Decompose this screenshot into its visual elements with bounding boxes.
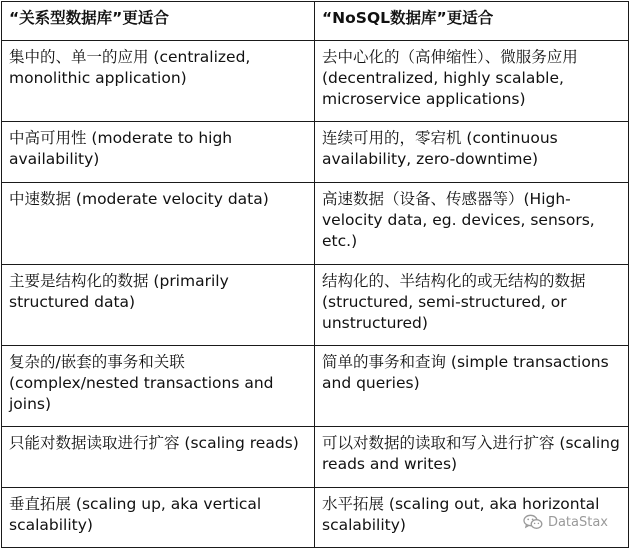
comparison-table [1, 1, 629, 548]
cell-relational: 集中的、单一的应用 (centralized, monolithic application) [2, 41, 315, 122]
cell-relational: 中高可用性 (moderate to high availability) [2, 122, 315, 183]
wechat-icon [523, 514, 543, 530]
cell-relational: 主要是结构化的数据 (primarily structured data) [2, 265, 315, 346]
cell-nosql: 连续可用的，零宕机 (continuous availability, zero-downtime) [315, 122, 629, 183]
cell-nosql: 去中心化的（高伸缩性）、微服务应用 (decentralized, highly scalable, microservice applications) [315, 41, 629, 122]
header-relational: “关系型数据库”更适合 [2, 2, 315, 41]
table-row [2, 183, 629, 265]
cell-nosql: 简单的事务和查询 (simple transactions and queries) [315, 346, 629, 427]
table-row [2, 427, 629, 488]
watermark-text: DataStax [547, 514, 608, 530]
cell-nosql: 结构化的、半结构化的或无结构的数据 (structured, semi-structured, or unstructured) [315, 265, 629, 346]
table-row [2, 122, 629, 183]
table-row [2, 346, 629, 427]
cell-nosql: 高速数据（设备、传感器等）(High-velocity data, eg. devices, sensors, etc.) [315, 183, 629, 265]
cell-relational: 只能对数据读取进行扩容 (scaling reads) [2, 427, 315, 488]
cell-nosql: 可以对数据的读取和写入进行扩容 (scaling reads and writes) [315, 427, 629, 488]
header-row [2, 2, 629, 41]
cell-nosql: 水平拓展 (scaling out, aka horizontal scalability) [315, 488, 629, 548]
cell-relational: 垂直拓展 (scaling up, aka vertical scalability) [2, 488, 315, 548]
cell-relational: 复杂的/嵌套的事务和关联 (complex/nested transactions and joins) [2, 346, 315, 427]
header-nosql: “NoSQL数据库”更适合 [315, 2, 629, 41]
table-row [2, 265, 629, 346]
cell-relational: 中速数据 (moderate velocity data) [2, 183, 315, 265]
watermark [523, 514, 608, 530]
table-row [2, 41, 629, 122]
